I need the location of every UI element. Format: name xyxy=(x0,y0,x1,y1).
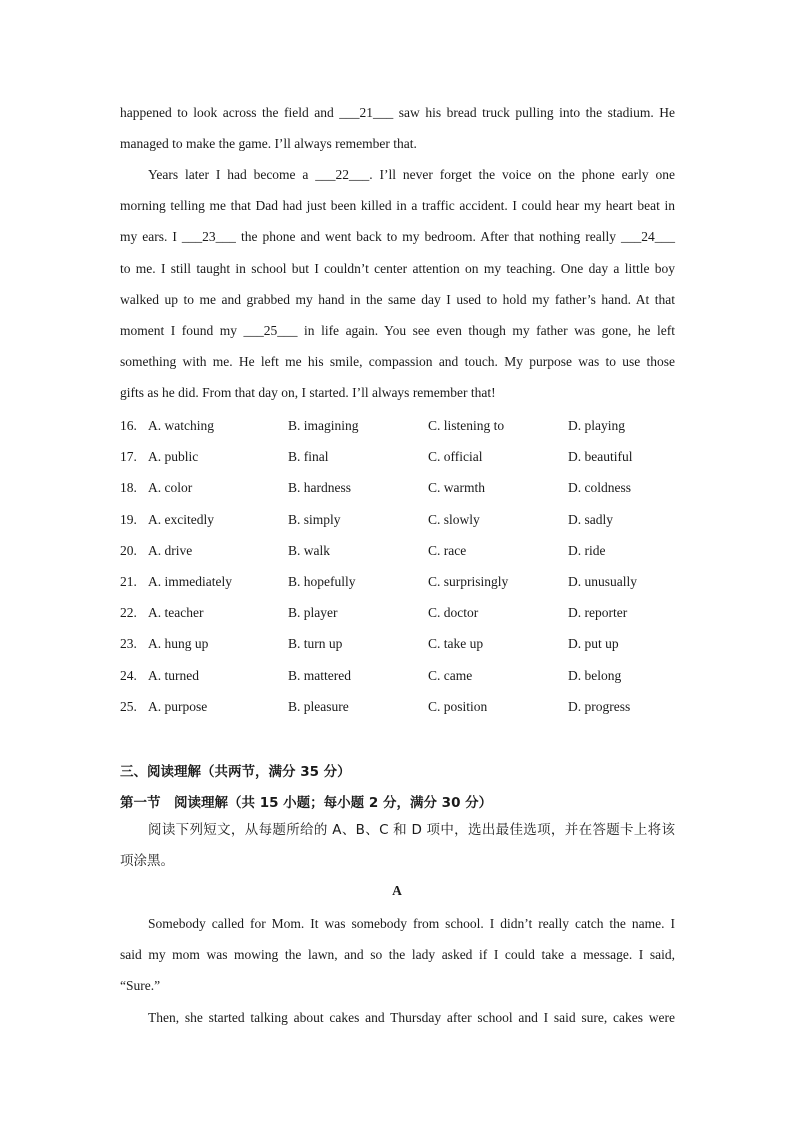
option-b: B. pleasure xyxy=(288,698,349,714)
option-b: B. simply xyxy=(288,511,341,527)
question-row xyxy=(120,472,680,503)
option-c: C. warmth xyxy=(428,480,485,496)
question-number: 24. xyxy=(120,667,137,683)
question-number: 21. xyxy=(120,573,137,589)
option-d: D. sadly xyxy=(568,511,613,527)
option-a: A. purpose xyxy=(148,698,208,714)
question-row xyxy=(120,597,680,628)
option-b: B. player xyxy=(288,605,338,621)
option-c: C. official xyxy=(428,449,483,465)
option-c: C. take up xyxy=(428,636,484,652)
passage-line: said my mom was mowing the lawn, and so the lady asked if I could take a message. I said, xyxy=(120,947,675,963)
option-b: B. mattered xyxy=(288,667,351,683)
passage-paragraph-1 xyxy=(120,97,675,159)
passage-line: to me. I still taught in school but I couldn’t center attention on my teaching. One day a little boy xyxy=(120,260,675,276)
option-c: C. slowly xyxy=(428,511,480,527)
question-number: 19. xyxy=(120,511,137,527)
option-d: D. reporter xyxy=(568,605,628,621)
question-row xyxy=(120,660,680,691)
option-b: B. walk xyxy=(288,542,330,558)
option-d: D. unusually xyxy=(568,573,637,589)
option-a: A. turned xyxy=(148,667,199,683)
passage-line: Years later I had become a ___22___. I’ll never forget the voice on the phone early one xyxy=(148,167,675,182)
instructions xyxy=(120,815,675,877)
option-a: A. drive xyxy=(148,542,193,558)
option-c: C. listening to xyxy=(428,418,505,433)
option-d: D. beautiful xyxy=(568,449,633,465)
passage-a-text xyxy=(120,908,675,1033)
option-a: A. immediately xyxy=(148,573,232,589)
option-b: B. turn up xyxy=(288,636,343,652)
option-b: B. hopefully xyxy=(288,573,356,589)
option-c: C. surprisingly xyxy=(428,573,509,589)
option-d: D. playing xyxy=(568,418,625,433)
option-c: C. came xyxy=(428,667,473,683)
question-number: 16. xyxy=(120,418,137,433)
passage-line: Somebody called for Mom. It was somebody from school. I didn’t really catch the name. I xyxy=(148,916,675,931)
question-number: 22. xyxy=(120,605,137,621)
option-a: A. excitedly xyxy=(148,511,214,527)
option-a: A. watching xyxy=(148,418,214,433)
passage-line: something with me. He left me his smile, compassion and touch. My purpose was to use those xyxy=(120,354,675,370)
question-number: 20. xyxy=(120,542,137,558)
question-row xyxy=(120,691,680,722)
option-a: A. public xyxy=(148,449,199,465)
option-d: D. progress xyxy=(568,698,631,714)
passage-line: walked up to me and grabbed my hand in the same day I used to hold my father’s hand. At that xyxy=(120,291,675,307)
option-c: C. doctor xyxy=(428,605,479,621)
option-a: A. hung up xyxy=(148,636,209,652)
passage-line: morning telling me that Dad had just been killed in a traffic accident. I could hear my heart beat in xyxy=(120,198,675,214)
passage-line: managed to make the game. I’ll always remember that. xyxy=(120,136,417,152)
passage-line: gifts as he did. From that day on, I started. I’ll always remember that! xyxy=(120,385,496,401)
option-d: D. put up xyxy=(568,636,619,652)
subsection-heading: 第一节 阅读理解（共 15 小题；每小题 2 分，满分 30 分） xyxy=(120,795,493,811)
instruction-line: 阅读下列短文，从每题所给的 A、B、C 和 D 项中，选出最佳选项，并在答题卡上将该 xyxy=(148,822,675,838)
question-row xyxy=(120,628,680,659)
passage-line: “Sure.” xyxy=(120,978,161,994)
question-row xyxy=(120,504,680,535)
option-d: D. ride xyxy=(568,542,606,558)
option-b: B. hardness xyxy=(288,480,351,496)
question-number: 17. xyxy=(120,449,137,465)
option-d: D. coldness xyxy=(568,480,631,496)
passage-line: Then, she started talking about cakes and Thursday after school and I said sure, cakes were xyxy=(148,1009,675,1025)
option-b: B. final xyxy=(288,449,329,465)
answer-options-list xyxy=(120,410,680,722)
question-number: 18. xyxy=(120,480,137,496)
option-b: B. imagining xyxy=(288,418,359,433)
option-c: C. race xyxy=(428,542,467,558)
instruction-line: 项涂黑。 xyxy=(120,853,174,870)
question-row xyxy=(120,441,680,472)
passage-title: A xyxy=(392,883,402,898)
passage-line: my ears. I ___23___ the phone and went back to my bedroom. After that nothing really ___24___ xyxy=(120,229,675,245)
question-row xyxy=(120,566,680,597)
question-number: 25. xyxy=(120,698,137,714)
section-heading: 三、阅读理解（共两节，满分 35 分） xyxy=(120,764,351,780)
passage-line: happened to look across the field and ___21___ saw his bread truck pulling into the stadium. He xyxy=(120,105,675,120)
question-row xyxy=(120,535,680,566)
question-number: 23. xyxy=(120,636,137,652)
option-d: D. belong xyxy=(568,667,622,683)
option-a: A. teacher xyxy=(148,605,204,621)
option-a: A. color xyxy=(148,480,193,496)
passage-paragraph-2 xyxy=(120,159,675,409)
passage-line: moment I found my ___25___ in life again. You see even though my father was gone, he left xyxy=(120,322,675,338)
question-row xyxy=(120,410,680,441)
option-c: C. position xyxy=(428,698,488,714)
